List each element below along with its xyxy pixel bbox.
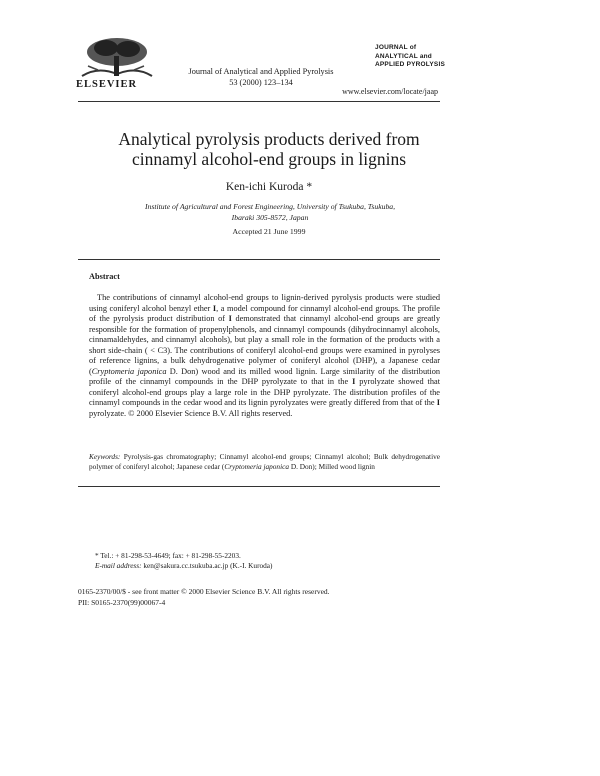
contact-email: E-mail address: ken@sakura.cc.tsukuba.ac.jp (K.-I. Kuroda) xyxy=(95,561,273,570)
article-title xyxy=(78,129,460,169)
pii-line: PII: S0165-2370(99)00067-4 xyxy=(78,597,166,607)
title-line: cinnamyl alcohol-end groups in lignins xyxy=(131,149,407,169)
journal-logo-line: APPLIED PYROLYSIS xyxy=(375,61,445,68)
copyright-notice xyxy=(78,587,330,608)
publisher-name: ELSEVIER xyxy=(76,79,138,90)
abstract-bottom-divider xyxy=(78,486,440,487)
abstract-paragraph: The contributions of cinnamyl alcohol-end groups to lignin-derived pyrolysis products were studied using coniferyl alcohol benzyl ether I, a model compound for cinnamyl alcohol-end groups. The profile of the pyrolysis product distribution of I demonstrated that cinnamyl alcohol-end groups are greatly responsible for the formation of propenylphenols, and cinnamyl compounds (dihydrocinnamyl alcohols, cinnamaldehydes, and cinnamyl alcohols), but play a small role in the formation of the products with a short side-chain ( < C3). The contributions of coniferyl alcohol-end groups were examined in pyrolyses of reference lignins, a bulk dehydrogenative polymer of coniferyl alcohol (DHP), a Japanese cedar (Cryptomeria japonica D. Don) wood and its milled wood lignin. Large similarity of the distribution profile of the cinnamyl compounds in the DHP pyrolyzate to that in the I pyrolyzate showed that coniferyl alcohol-end groups play a large role in the DHP pyrolyzate. The distribution profiles of the cinnamyl compounds in the cedar wood and its lignin pyrolyzates were greatly differed from that of the I pyrolyzate. © 2000 Elsevier Science B.V. All rights reserved. xyxy=(89,293,440,419)
journal-reference xyxy=(170,66,352,88)
accepted-date: Accepted 21 June 1999 xyxy=(232,227,306,236)
title-line: Analytical pyrolysis products derived from xyxy=(118,129,420,149)
affiliation-line: Ibaraki 305-8572, Japan xyxy=(231,213,309,222)
abstract-heading: Abstract xyxy=(89,272,120,281)
elsevier-tree-icon xyxy=(78,36,156,80)
contact-phone-fax: * Tel.: + 81-298-53-4649; fax: + 81-298-55-2203. xyxy=(95,551,241,560)
affiliation-line: Institute of Agricultural and Forest Engineering, University of Tsukuba, Tsukuba, xyxy=(144,202,396,211)
corresponding-author-footnote xyxy=(89,551,272,571)
journal-name: Journal of Analytical and Applied Pyrolysis xyxy=(188,67,334,76)
journal-logo-line: JOURNAL of xyxy=(375,44,417,51)
journal-logo-line: ANALYTICAL and xyxy=(375,52,432,60)
volume-pages: 53 (2000) 123–134 xyxy=(229,78,293,87)
author-name: Ken-ichi Kuroda * xyxy=(225,181,313,193)
journal-url[interactable]: www.elsevier.com/locate/jaap xyxy=(342,87,438,96)
header-divider xyxy=(78,101,440,102)
keywords: Keywords: Pyrolysis-gas chromatography; Cinnamyl alcohol-end groups; Cinnamyl alcohol; Bulk dehydrogenative polymer of coniferyl alcohol; Japanese cedar (Cryptomeria japonica D. Don); Milled wood lignin xyxy=(89,452,440,471)
abstract-body xyxy=(89,293,440,420)
keywords-label: Keywords: xyxy=(89,452,121,461)
journal-logo xyxy=(375,44,445,70)
affiliation xyxy=(100,201,440,223)
abstract-top-divider xyxy=(78,259,440,260)
copyright-line: 0165-2370/00/$ - see front matter © 2000 Elsevier Science B.V. All rights reserved. xyxy=(78,587,330,596)
